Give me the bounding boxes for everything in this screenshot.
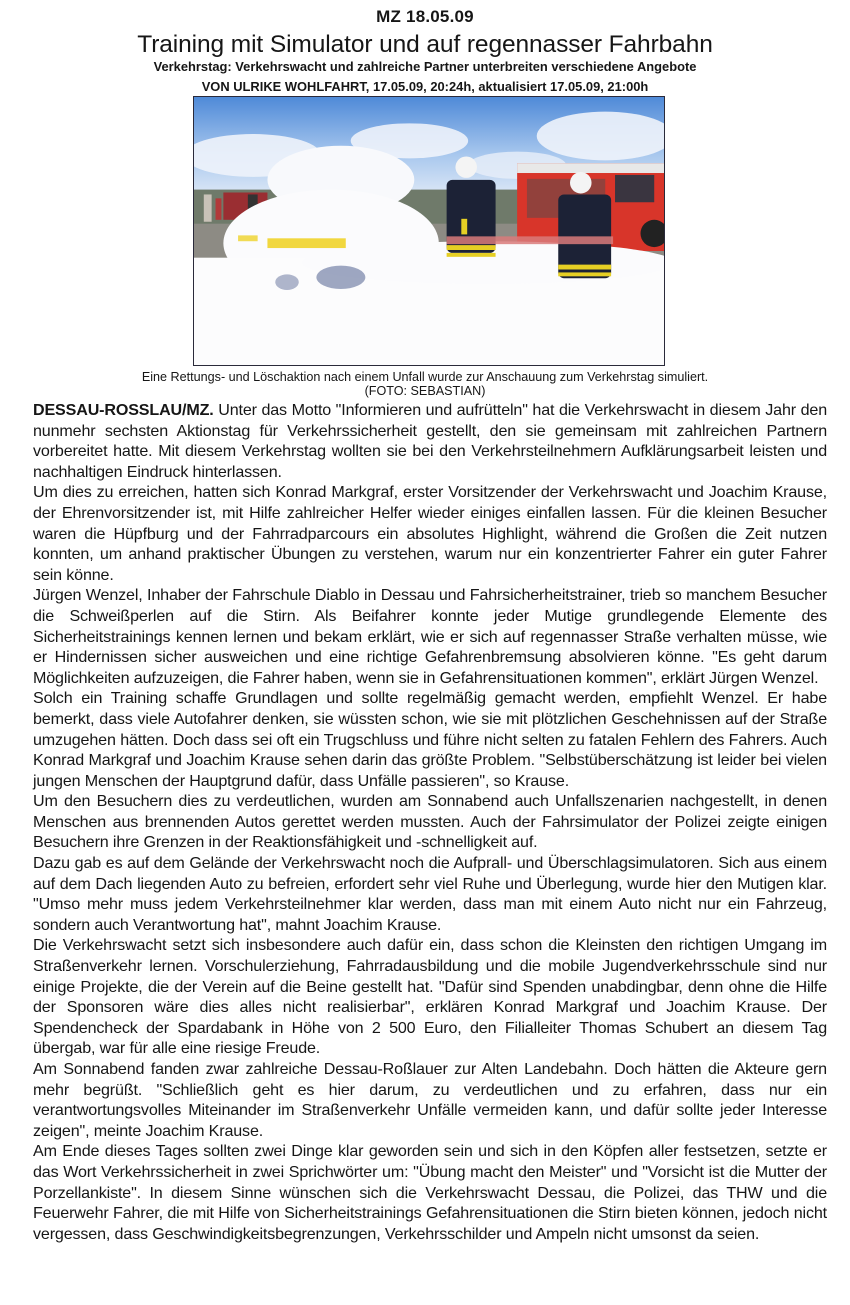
article-body: [33, 400, 827, 1244]
dateline: DESSAU-ROSSLAU/MZ.: [33, 401, 214, 419]
article-byline: VON ULRIKE WOHLFAHRT, 17.05.09, 20:24h, aktualisiert 17.05.09, 21:00h: [201, 79, 649, 94]
article-paragraph: [33, 400, 827, 482]
article-subtitle: Verkehrstag: Verkehrswacht und zahlreiche Partner unterbreiten verschiedene Angebote: [153, 59, 697, 74]
photo-firefighters-foam: [194, 97, 664, 365]
photo-caption: Eine Rettungs- und Löschaktion nach einem Unfall wurde zur Anschauung zum Verkehrstag simuliert.: [141, 370, 709, 384]
article-paragraph: Um den Besuchern dies zu verdeutlichen, wurden am Sonnabend auch Unfallszenarien nachgestellt, in denen Menschen aus brennenden Autos gerettet werden mussten. Auch der Fahrsimulator der Polizei zeigte einigen Besuchern ihre Grenzen in der Reaktionsfähigkeit und -schnelligkeit auf.: [33, 792, 827, 852]
article-paragraph: Solch ein Training schaffe Grundlagen und sollte regelmäßig gemacht werden, empfiehlt Wenzel. Er habe bemerkt, dass viele Autofahrer denken, sie wüssten schon, wie sie mit plötzlichen Geschehnissen auf der Straße umzugehen hätten. Doch dass sei oft ein Trugschluss und führe nicht selten zu fatalen Fehlern des Fahrers. Auch Konrad Markgraf und Joachim Krause sehen darin das größte Problem. "Selbstüberschätzung ist leider bei vielen jungen Menschen der Hauptgrund dafür, dass Unfälle passieren", so Krause.: [33, 689, 827, 790]
article-paragraph: Die Verkehrswacht setzt sich insbesondere auch dafür ein, dass schon die Kleinsten den richtigen Umgang im Straßenverkehr lernen. Vorschulerziehung, Fahrradausbildung und die mobile Jugendverkehrsschule sind nur einige Projekte, die der Verein auf die Beine gestellt hat. "Dafür sind Spenden unabdingbar, denn ohne die Hilfe der Sponsoren wäre dies alles nicht realisierbar", erklären Konrad Markgraf und Joachim Krause. Der Spendencheck der Spardabank in Höhe von 2 500 Euro, den Filialleiter Thomas Schubert an diesem Tag übergab, war für alle eine riesige Freude.: [33, 936, 827, 1058]
article-paragraph: Dazu gab es auf dem Gelände der Verkehrswacht noch die Aufprall- und Überschlagsimulatoren. Sich aus einem auf dem Dach liegenden Auto zu befreien, erfordert sehr viel Ruhe und Überlegung, wurde hier den Mutigen klar. "Umso mehr muss jedem Verkehrsteilnehmer klar werden, dass man mit einem Auto nicht nur ein Fahrzeug, sondern auch Verantwortung hat", mahnt Joachim Krause.: [33, 854, 827, 934]
article-photo: [193, 96, 665, 366]
article-paragraph: Jürgen Wenzel, Inhaber der Fahrschule Diablo in Dessau und Fahrsicherheitstrainer, trieb so manchem Besucher die Schweißperlen auf die Stirn. Als Beifahrer konnte jeder Mutige grundlegende Elemente des Sicherheitstrainings kennen lernen und bekam erklärt, wie er sich auf regennasser Straße verhalten müsse, wie er Hindernissen sicher ausweichen und eine richtige Gefahrenbremsung absolvieren könne. "Es geht darum Möglichkeiten aufzuzeigen, die Fahrer haben, wenn sie in Gefahrensituationen kommen", erklärt Jürgen Wenzel.: [33, 586, 827, 687]
article-title: Training mit Simulator und auf regennasser Fahrbahn: [137, 31, 713, 58]
article-paragraph: Am Sonnabend fanden zwar zahlreiche Dessau-Roßlauer zur Alten Landebahn. Doch hätten die Akteure gern mehr begrüßt. "Schließlich geht es hier darum, zu verdeutlichen und zu erfahren, dass nur ein verantwortungsvolles Miteinander im Straßenverkehr Unfälle vermeiden kann, und dafür sollte jeder Interesse zeigen", meinte Joachim Krause.: [33, 1060, 827, 1140]
article-paragraph: Um dies zu erreichen, hatten sich Konrad Markgraf, erster Vorsitzender der Verkehrswacht und Joachim Krause, der Ehrenvorsitzender ist, mit Hilfe zahlreicher Helfer wieder einiges einfallen lassen. Für die kleinen Besucher waren die Hüpfburg und der Fahrradparcours ein absolutes Highlight, während die Großen die Zeit nutzen konnten, um anhand praktischer Übungen zu verstehen, warum nur ein konzentrierter Fahrer ein guter Fahrer sein könne.: [33, 483, 827, 584]
publication-date: MZ 18.05.09: [376, 7, 474, 26]
article-paragraph: Am Ende dieses Tages sollten zwei Dinge klar geworden sein und sich in den Köpfen aller festsetzen, setzte er das Wort Verkehrssicherheit in zwei Sprichwörter um: "Übung macht den Meister" und "Vorsicht ist die Mutter der Porzellankiste". In diesem Sinne wünschen sich die Verkehrswacht Dessau, die Polizei, das THW und die Feuerwehr Fahrer, die mit Hilfe von Sicherheitstrainings Gefahrensituationen die Stirn bieten können, jedoch nicht vergessen, dass Geschwindigkeitsbegrenzungen, Verkehrsschilder und Ampeln nicht umsonst da seien.: [33, 1142, 827, 1243]
photo-credit: (FOTO: SEBASTIAN): [364, 384, 486, 398]
paragraph-text: Unter das Motto "Informieren und aufrütteln" hat die Verkehrswacht in diesem Jahr den nunmehr sechsten Aktionstag für Verkehrssicherheit gestellt, den sie gemeinsam mit zahlreichen Partnern vorbereitet hatte. Mit diesem Verkehrstag wollten sie bei den Verkehrsteilnehmern Aufklärungsarbeit leisten und nachhaltigen Eindruck hinterlassen.: [33, 401, 827, 481]
